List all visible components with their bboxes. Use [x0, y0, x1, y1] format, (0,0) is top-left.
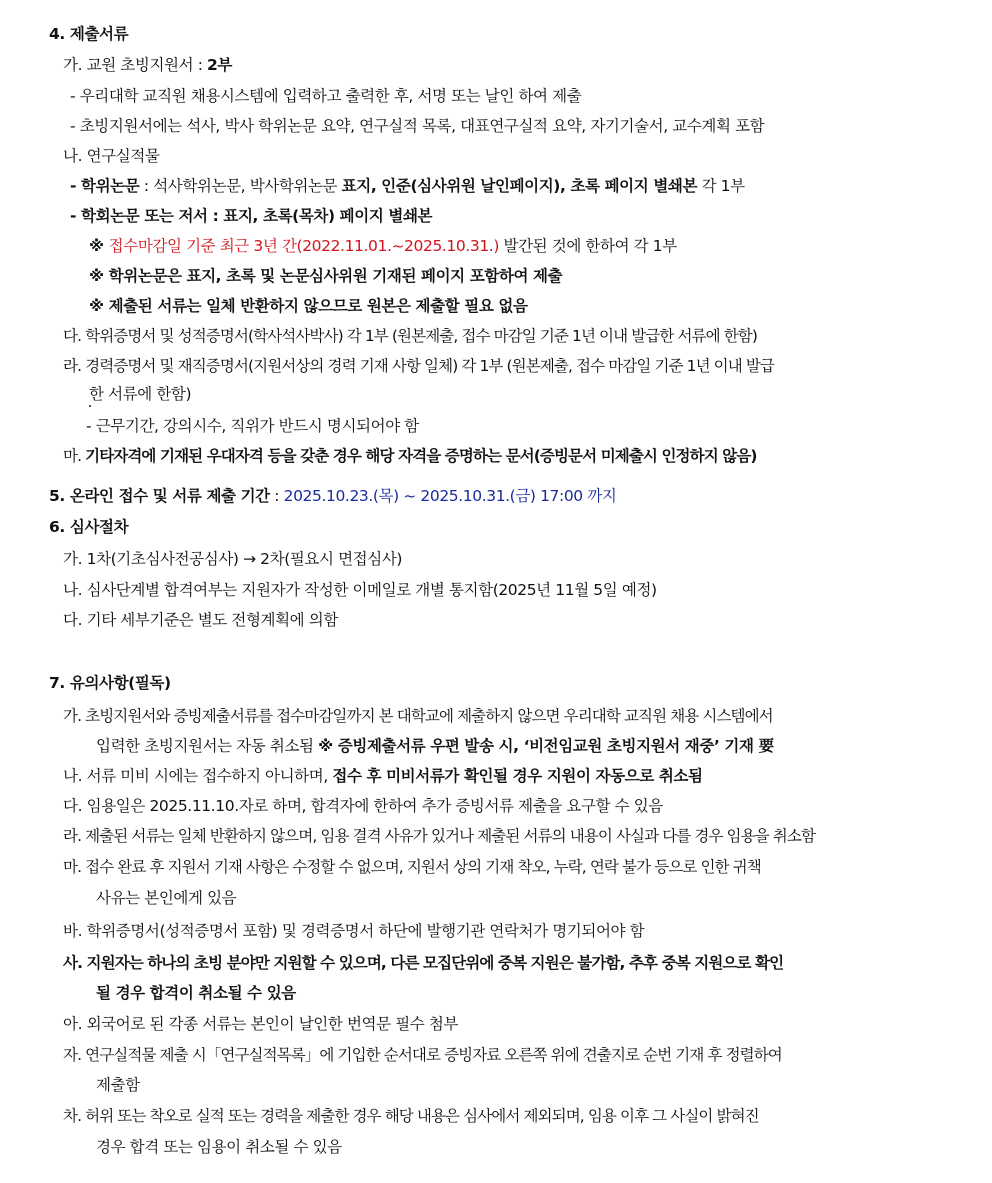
section-7-item-ra: 라. 제출된 서류는 일체 반환하지 않으며, 임용 결격 사유가 있거나 제출된 서류의 내용이 사실과 다를 경우 임용을 취소함: [63, 827, 816, 845]
section-7-title: 7. 유의사항(필독): [49, 674, 171, 692]
item-ga-auto-cancel: 입력한 초빙지원서는 자동 취소됨: [96, 737, 319, 755]
section-4-item-ra-line-1: 라. 경력증명서 및 재직증명서(지원서상의 경력 기재 사항 일체) 각 1부 (원본제출, 접수 마감일 기준 1년 이내 발급: [63, 357, 774, 375]
note-period-rest: 발간된 것에 한하여 각 1부: [498, 237, 677, 255]
section-6-item-na: 나. 심사단계별 합격여부는 지원자가 작성한 이메일로 개별 통지함(2025년 11월 5일 예정): [63, 581, 657, 599]
thesis-pages: 표지, 인준(심사위원 날인페이지), 초록 페이지 별쇄본: [341, 177, 698, 195]
section-7-item-sa-line-1: 사. 지원자는 하나의 초빙 분야만 지원할 수 있으며, 다른 모집단위에 중복 지원은 불가함, 추후 중복 지원으로 확인: [63, 954, 784, 972]
section-5-colon: :: [269, 487, 284, 505]
section-4-item-da: 다. 학위증명서 및 성적증명서(학사석사박사) 각 1부 (원본제출, 접수 마감일 기준 1년 이내 발급한 서류에 한함): [63, 327, 758, 345]
section-7-item-na: [63, 766, 703, 786]
note-thesis-pages: ※ 학위논문은 표지, 초록 및 논문심사위원 기재된 페이지 포함하여 제출: [89, 267, 563, 285]
note-period: [89, 236, 677, 256]
note-no-return: ※ 제출된 서류는 일체 반환하지 않으므로 원본은 제출할 필요 없음: [89, 297, 528, 315]
thesis-count: 각 1부: [697, 177, 745, 195]
item-ga-mail-note: ※ 증빙제출서류 우편 발송 시, ‘비전임교원 초빙지원서 재중’ 기재 要: [318, 737, 774, 755]
item-ma-label: 마.: [63, 447, 86, 465]
section-7-item-sa-line-2: 될 경우 합격이 취소될 수 있음: [96, 984, 296, 1002]
section-6-title: 6. 심사절차: [49, 518, 129, 536]
section-7-item-aa: 아. 외국어로 된 각종 서류는 본인이 날인한 번역문 필수 첨부: [63, 1015, 459, 1033]
section-4-item-ga: [63, 55, 232, 75]
stray-dot: [89, 405, 91, 407]
thesis-label: - 학위논문: [70, 177, 140, 195]
section-7-item-da: 다. 임용일은 2025.11.10.자로 하며, 합격자에 한하여 추가 증빙서류 제출을 요구할 수 있음: [63, 797, 663, 815]
section-6-item-da: 다. 기타 세부기준은 별도 전형계획에 의함: [63, 611, 338, 629]
thesis-kinds: : 석사학위논문, 박사학위논문: [139, 177, 342, 195]
section-4-item-ga-sub-1: - 우리대학 교직원 채용시스템에 입력하고 출력한 후, 서명 또는 날인 하여 제출: [70, 87, 582, 105]
section-4-item-ra-sub: - 근무기간, 강의시수, 직위가 반드시 명시되어야 함: [86, 417, 419, 435]
section-4-item-ga-sub-2: - 초빙지원서에는 석사, 박사 학위논문 요약, 연구실적 목록, 대표연구실적 요약, 자기기술서, 교수계획 포함: [70, 117, 765, 135]
section-7-item-cha-line-2: 경우 합격 또는 임용이 취소될 수 있음: [96, 1138, 342, 1156]
item-na-text: 나. 서류 미비 시에는 접수하지 아니하며,: [63, 767, 333, 785]
note-period-highlight: 접수마감일 기준 최근 3년 간(2022.11.01.~2025.10.31.): [108, 237, 499, 255]
item-ma-text: 기타자격에 기재된 우대자격 등을 갖춘 경우 해당 자격을 증명하는 문서(증빙문서 미제출시 인정하지 않음): [85, 447, 757, 465]
section-4-item-na: 나. 연구실적물: [63, 147, 160, 165]
item-ga-count: 2부: [207, 56, 233, 74]
item-na-bold: 접수 후 미비서류가 확인될 경우 지원이 자동으로 취소됨: [332, 767, 703, 785]
section-7-item-ga-line-2: [96, 736, 774, 756]
section-7-item-ma-line-2: 사유는 본인에게 있음: [96, 889, 237, 907]
section-7-item-ma-line-1: 마. 접수 완료 후 지원서 기재 사항은 수정할 수 없으며, 지원서 상의 기재 착오, 누락, 연락 불가 등으로 인한 귀책: [63, 858, 761, 876]
item-ga-label: 가. 교원 초빙지원서 :: [63, 56, 208, 74]
section-7-item-ja-line-1: 자. 연구실적물 제출 시「연구실적목록」에 기입한 순서대로 증빙자료 오른쪽 위에 견출지로 순번 기재 후 정렬하여: [63, 1046, 782, 1064]
section-7-item-ja-line-2: 제출함: [96, 1076, 140, 1094]
note-mark: ※: [89, 237, 109, 255]
application-period: 2025.10.23.(목) ~ 2025.10.31.(금) 17:00 까지: [283, 487, 617, 505]
section-6-item-ga: 가. 1차(기초심사전공심사) → 2차(필요시 면접심사): [63, 550, 403, 568]
section-5-title: 5. 온라인 접수 및 서류 제출 기간: [49, 487, 270, 505]
section-4-item-ma: [63, 446, 757, 466]
section-4-item-na-sub-2: - 학회논문 또는 저서 : 표지, 초록(목차) 페이지 별쇄본: [70, 207, 433, 225]
section-4-title: 4. 제출서류: [49, 25, 129, 43]
section-7-item-ba: 바. 학위증명서(성적증명서 포함) 및 경력증명서 하단에 발행기관 연락처가 명기되어야 함: [63, 922, 645, 940]
section-4-item-ra-line-2: 한 서류에 한함): [89, 385, 192, 403]
section-4-item-na-sub-1: [70, 176, 745, 196]
section-5-line: [49, 486, 616, 506]
section-7-item-ga-line-1: 가. 초빙지원서와 증빙제출서류를 접수마감일까지 본 대학교에 제출하지 않으면 우리대학 교직원 채용 시스템에서: [63, 707, 773, 725]
section-7-item-cha-line-1: 차. 허위 또는 착오로 실적 또는 경력을 제출한 경우 해당 내용은 심사에서 제외되며, 임용 이후 그 사실이 밝혀진: [63, 1107, 759, 1125]
